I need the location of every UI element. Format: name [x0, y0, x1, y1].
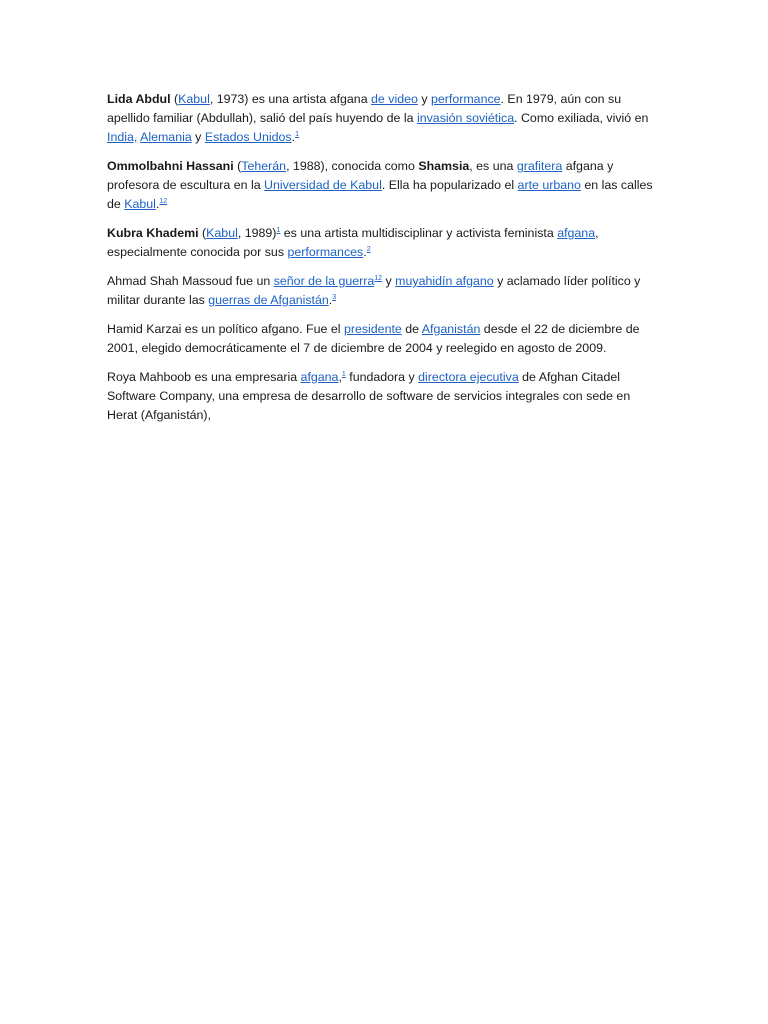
text-run: y aclamado líder político y militar durante las: [107, 274, 641, 307]
text-run: . En 1979, aún con su apellido familiar (Abdullah), salió del país huyendo de la: [107, 92, 622, 125]
wiki-link[interactable]: directora ejecutiva: [418, 370, 519, 384]
wiki-link[interactable]: invasión soviética: [416, 111, 515, 125]
text-run: (: [170, 92, 179, 106]
text-run: afgana y profesora de escultura en la: [107, 159, 614, 192]
footnote-ref[interactable]: 1: [276, 227, 281, 234]
bold-name: Ommolbahni Hassani: [107, 159, 234, 173]
text-run: , 1988), conocida como: [286, 159, 419, 173]
wiki-link[interactable]: de video: [371, 92, 418, 106]
wiki-link[interactable]: muyahidín afgano: [395, 274, 494, 288]
text-run: Ahmad Shah Massoud fue un: [107, 274, 274, 288]
wiki-link[interactable]: presidente: [343, 322, 402, 336]
text-run: fundadora y: [345, 370, 419, 384]
footnote-ref[interactable]: 12: [159, 198, 168, 205]
text-run: .: [328, 293, 333, 307]
text-run: de: [401, 322, 422, 336]
text-run: desde el 22 de diciembre de 2001, elegido democráticamente el 7 de diciembre de 2004 y reelegido en agosto de 2009.: [107, 322, 640, 355]
wiki-link[interactable]: Teherán: [241, 159, 287, 173]
text-run: , especialmente conocida por sus: [107, 226, 599, 259]
wiki-link[interactable]: India,: [107, 130, 138, 144]
document-body: [107, 90, 663, 435]
text-run: , es una: [469, 159, 517, 173]
paragraph-roya-mahboob: [107, 368, 663, 425]
wiki-link[interactable]: Universidad de Kabul: [264, 178, 382, 192]
wiki-link[interactable]: arte urbano: [517, 178, 581, 192]
wiki-link[interactable]: performance: [430, 92, 501, 106]
text-run: . Ella ha popularizado el: [381, 178, 518, 192]
wiki-link[interactable]: Estados Unidos: [204, 130, 292, 144]
text-run: Hamid Karzai es un político afgano. Fue el: [107, 322, 344, 336]
text-run: (: [233, 159, 242, 173]
text-run: es una artista multidisciplinar y activista feminista: [280, 226, 558, 240]
text-run: y: [417, 92, 431, 106]
text-run: , 1973) es una artista afgana: [209, 92, 372, 106]
wiki-link[interactable]: Afganistán: [421, 322, 481, 336]
wiki-link[interactable]: grafitera: [516, 159, 563, 173]
wiki-link[interactable]: Kabul: [178, 92, 210, 106]
text-run: en las calles de: [107, 178, 653, 211]
footnote-ref[interactable]: 3: [332, 294, 337, 301]
text-run: .: [155, 197, 160, 211]
wiki-link[interactable]: performances: [287, 245, 364, 259]
wiki-link[interactable]: señor de la guerra: [273, 274, 375, 288]
text-run: Roya Mahboob es una empresaria: [107, 370, 301, 384]
text-run: y: [191, 130, 205, 144]
paragraph-hamid-karzai: [107, 320, 663, 358]
paragraph-ahmad-shah-massoud: [107, 272, 663, 310]
wiki-link[interactable]: Kabul: [124, 197, 156, 211]
text-run: y: [382, 274, 396, 288]
wiki-link[interactable]: guerras de Afganistán: [208, 293, 329, 307]
footnote-ref[interactable]: 2: [366, 246, 371, 253]
paragraph-kubra-khademi: [107, 224, 663, 262]
footnote-ref[interactable]: 1: [341, 371, 346, 378]
bold-name: Shamsia: [418, 159, 470, 173]
footnote-ref[interactable]: 12: [374, 275, 383, 282]
text-run: , 1989): [237, 226, 277, 240]
wiki-link[interactable]: Kabul: [206, 226, 238, 240]
footnote-ref[interactable]: 1: [295, 131, 299, 138]
text-run: .: [291, 130, 296, 144]
bold-name: Kubra Khademi: [107, 226, 199, 240]
wiki-link[interactable]: Alemania: [140, 130, 192, 144]
text-run: ,: [338, 370, 342, 384]
text-run: (: [198, 226, 207, 240]
text-run: .: [363, 245, 367, 259]
wiki-link[interactable]: afgana: [300, 370, 339, 384]
paragraph-lida-abdul: [107, 90, 663, 147]
text-run: . Como exiliada, vivió en: [514, 111, 649, 125]
paragraph-ommolbahni-hassani: [107, 157, 663, 214]
bold-name: Lida Abdul: [107, 92, 171, 106]
wiki-link[interactable]: afgana: [557, 226, 596, 240]
text-run: de Afghan Citadel Software Company, una empresa de desarrollo de software de servicios integrales con sede en Herat (Afganistán),: [107, 370, 631, 422]
